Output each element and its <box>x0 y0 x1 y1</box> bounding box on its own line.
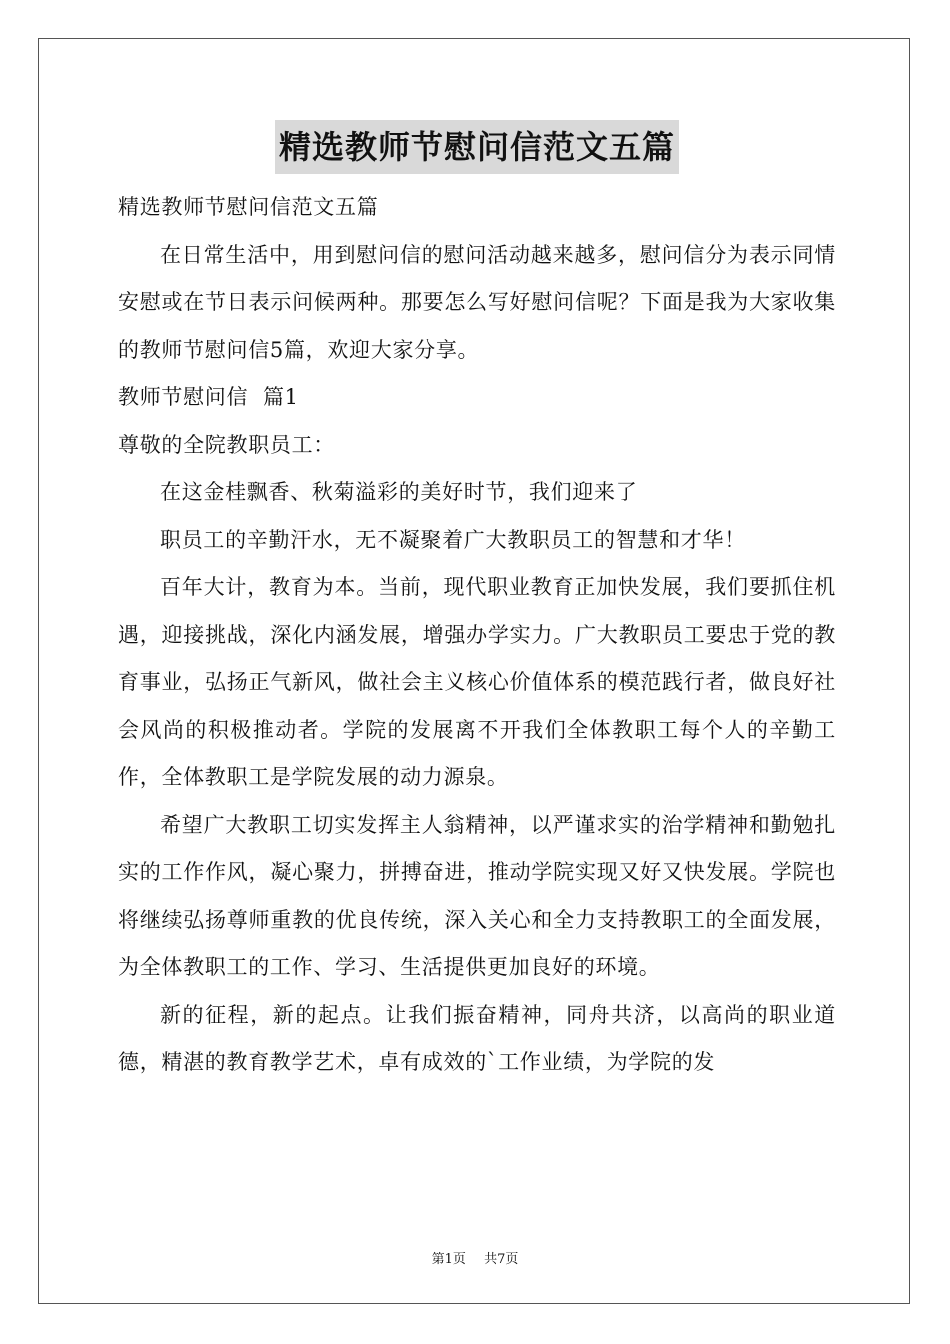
body-paragraph-5: 新的征程，新的起点。让我们振奋精神，同舟共济，以高尚的职业道德，精湛的教育教学艺术，卓有成效的`工作业绩，为学院的发 <box>118 1002 836 1074</box>
page-footer <box>0 1248 950 1267</box>
page-number-total: 共7页 <box>484 1252 519 1267</box>
salutation: 尊敬的全院教职员工： <box>118 432 335 457</box>
page-number-current: 第1页 <box>431 1252 466 1267</box>
body-paragraph-1: 在这金桂飘香、秋菊溢彩的美好时节，我们迎来了 <box>160 480 638 504</box>
body-paragraph-3: 百年大计，教育为本。当前，现代职业教育正加快发展，我们要抓住机遇，迎接挑战，深化内涵发展，增强办学实力。广大教职员工要忠于党的教育事业，弘扬正气新风，做社会主义核心价值体系的模范践行者，做良好社会风尚的积极推动者。学院的发展离不开我们全体教职工每个人的辛勤工作，全体教职工是学院发展的动力源泉。 <box>118 575 836 789</box>
document-subtitle: 精选教师节慰问信范文五篇 <box>118 195 379 219</box>
body-paragraph-4: 希望广大教职工切实发挥主人翁精神，以严谨求实的治学精神和勤勉扎实的工作作风，凝心聚力，拼搏奋进，推动学院实现又好又快发展。学院也将继续弘扬尊师重教的优良传统，深入关心和全力支持教职工的全面发展，为全体教职工的工作、学习、生活提供更加良好的环境。 <box>118 812 836 979</box>
document-body <box>118 120 836 1087</box>
intro-paragraph: 在日常生活中，用到慰问信的慰问活动越来越多，慰问信分为表示同情安慰或在节日表示问候两种。那要怎么写好慰问信呢？下面是我为大家收集的教师节慰问信5篇，欢迎大家分享。 <box>118 242 836 362</box>
document-title: 精选教师节慰问信范文五篇 <box>275 120 679 174</box>
section-heading: 教师节慰问信 篇1 <box>118 385 299 409</box>
title-wrap <box>118 120 836 174</box>
body-paragraph-2: 职员工的辛勤汗水，无不凝聚着广大教职员工的智慧和才华！ <box>160 527 746 552</box>
